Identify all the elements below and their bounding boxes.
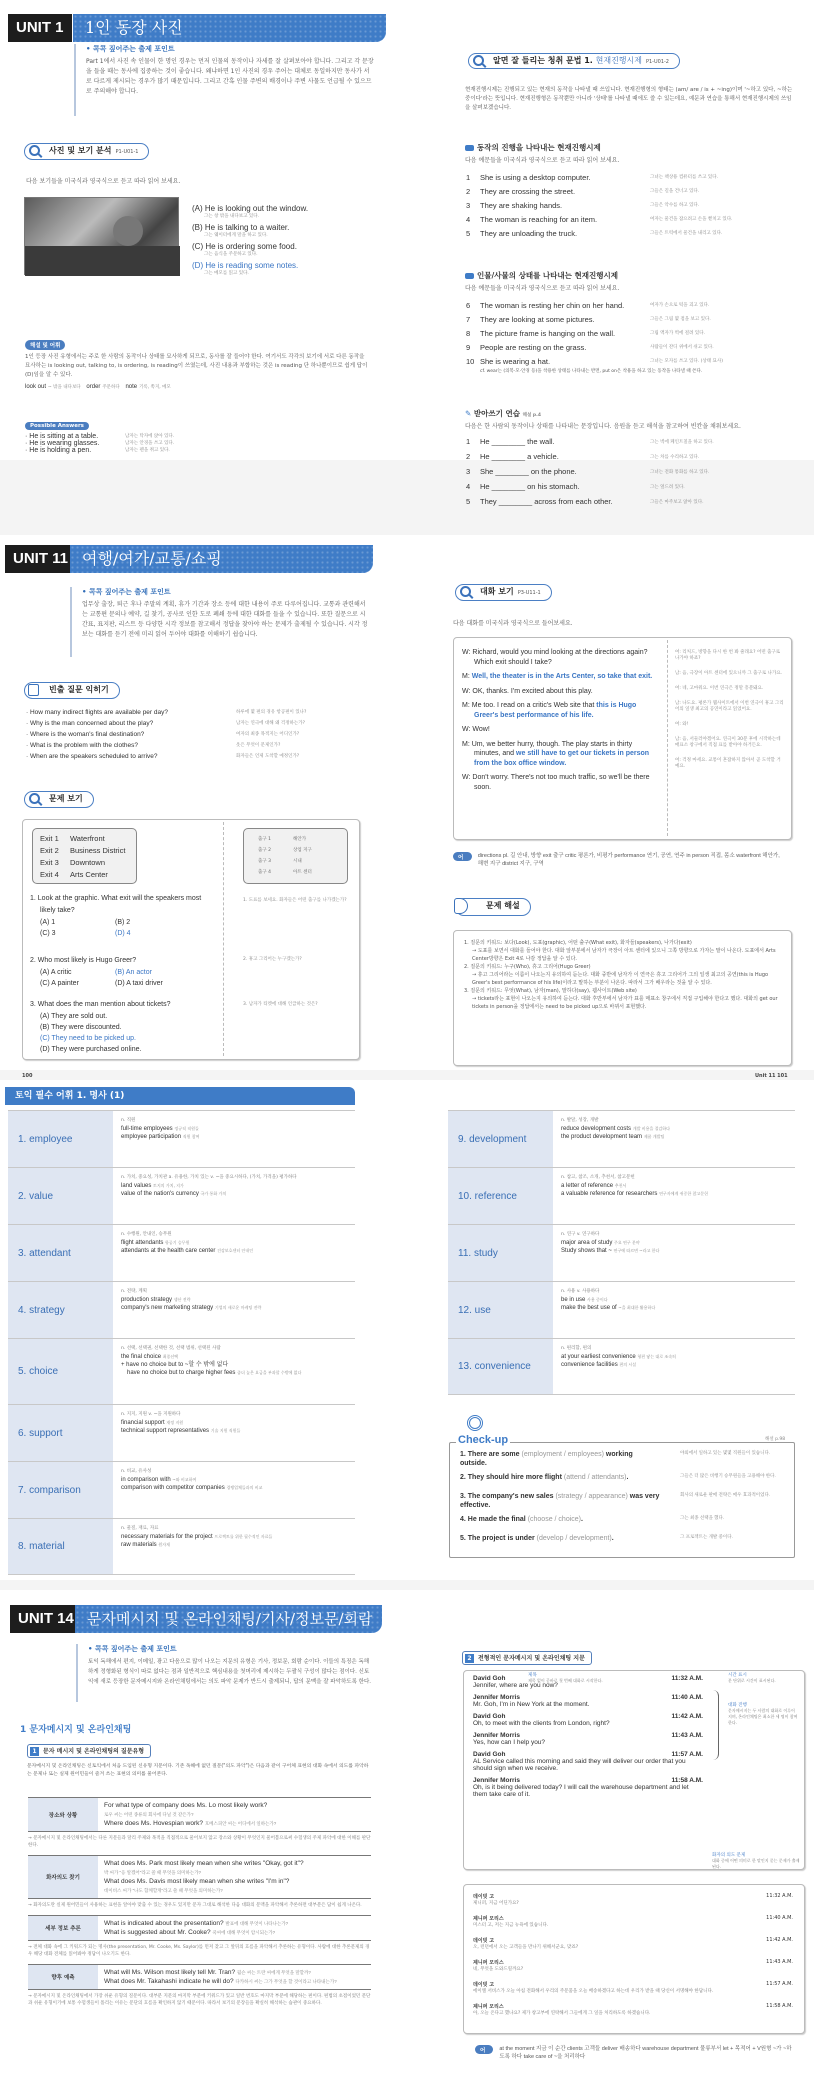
unit-label: UNIT 11: [5, 545, 76, 573]
magnifier-icon: [460, 586, 471, 597]
dialog-line-ko: 여: 걱정 마세요. 교통이 혼잡하지 않아서 곧 도착할 거예요.: [675, 758, 781, 769]
dialog-line: W: OK, thanks. I'm excited about this play.: [462, 687, 593, 695]
exit-row-ko: 출구 4 아트 센터: [258, 870, 312, 875]
chat-header: Jennifer Morris 11:43 A.M.: [473, 1732, 703, 1739]
instruction: 다음 예문들을 미국식과 영국식으로 듣고 따라 읽어 보세요.: [465, 157, 620, 164]
option-c: (C) He is ordering some food. 그는 음식을 주문하고 있다.: [192, 242, 297, 257]
question-row: · Why is the man concerned about the play? 남자는 연극에 대해 왜 걱정하는가?: [26, 720, 305, 727]
frequent-questions-list: [26, 709, 366, 764]
question-row: · Where is the woman's final destination? 여자의 최종 목적지는 어디인가?: [26, 731, 300, 738]
exam-point-heading: • 콕콕 짚어주는 출제 포인트: [82, 588, 171, 596]
option[interactable]: (C) A painter: [40, 980, 79, 987]
example-row: 5 They are unloading the truck. 그들은 트럭에서 물건을 내리고 있다.: [466, 228, 723, 238]
question-2-korean: 2. 휴고 그리어는 누구겠는가?: [243, 957, 302, 962]
example-row: 6 The woman is resting her chin on her hand. 여자가 손으로 턱을 괴고 있다.: [466, 300, 710, 310]
option[interactable]: (B) 2: [115, 919, 131, 926]
chat-ko-item: 데이빗 고 11:42 A.M. 오, 런던에서 오는 고객들을 만나기 위해서군요, 맞죠?: [473, 1937, 793, 1950]
chat-message: Jennifer, where are you now?: [473, 1682, 558, 1689]
example-row: 9 People are resting on the grass. 사람들이 잔디 위에서 쉬고 있다.: [466, 342, 714, 352]
question-type-row: 향후 예측 What will Ms. Wilson most likely tell Mr. Tran? 윌슨 씨는 트란 씨에게 무엇을 말할까? What does Mr. Takahashi indicate he will do? 다카하시 씨는 그가 무엇을 할 것이라고 나타내는가?: [28, 1964, 371, 1990]
dialog-line: W: Richard, would you mind looking at the directions again? Which exit should I take?: [462, 649, 648, 666]
checkup-item[interactable]: 2. They should hire more flight (attend / attendants). 그들은 더 많은 비행기 승무원들을 고용해야 한다.: [460, 1473, 776, 1481]
question-row: · What is the problem with the clothes? 옷은 무엇이 문제인가?: [26, 742, 281, 749]
section-dialog-view: 대화 보기 P3-U11-1: [455, 584, 552, 601]
vocab-row: 12. use n. 사용 v. 사용하다 be in use 사용 중이다 make the best use of ~을 최대한 활용하다: [448, 1281, 795, 1338]
audio-code[interactable]: P1-U01-2: [645, 59, 669, 65]
exam-point-heading: • 콕콕 짚어주는 출제 포인트: [86, 45, 175, 53]
exam-point-text: 토익 독해에서 편지, 이메일, 광고 다음으로 많이 나오는 지문의 유형은 기사, 정보문, 회람 순이다. 이들의 특징은 독해하게 정형화된 형식이 따로 없다는 점과 일반적으로 핵심내용을 첫머리에 제시하는 두괄식 구성이 많다는 점이다. 신토익에 새로 등장한 문자메시지와 온라인채팅에서는 의도 파악 문제가 반드시 출제되니, 답의 문맥을 잘 파악하도록 한다.: [88, 1659, 372, 1685]
chat-message: Mr. Goh, I'm in New York at the moment.: [473, 1701, 590, 1708]
magnifier-icon: [473, 55, 484, 66]
unit-label: UNIT 14: [10, 1605, 82, 1633]
divider: [667, 640, 668, 836]
example-row: 7 They are looking at some pictures. 그들은 그림 몇 점을 보고 있다.: [466, 314, 711, 324]
vocab-table-right: [448, 1110, 795, 1395]
grammar-title-accent: 현재진행시제: [595, 56, 642, 65]
vocab-row: 5. choice n. 선택, 선택권, 선택한 것, 선택 범위, 선택된 사람 the final choice 최종선택 + have no choice but to ~할 수 밖에 없다 have no choice but to charge higher fees 좀더 높은 요금을 부과할 수밖에 없다: [8, 1338, 355, 1404]
chat-ko-item: 데이빗 고 11:32 A.M. 제니퍼, 지금 어딘가요?: [473, 1893, 793, 1906]
checkup-item[interactable]: 5. The project is under (develop / development). 그 프로젝트는 개발 중이다.: [460, 1534, 733, 1542]
vocab-row: 3. attendant n. 수행원, 안내인, 승무원 flight attendants 항공기 승무원 attendants at the health care center 건강보호센터 안내인: [8, 1224, 355, 1281]
vocab-row: 8. material n. 물질, 재료, 자료 necessary materials for the project 프로젝트를 위한 필수적인 자료들 raw materials 원자재: [8, 1518, 355, 1575]
option[interactable]: (C) 3: [40, 930, 56, 937]
grammar-part2-heading: 인물/사물의 상태를 나타내는 현재진행시제: [465, 270, 618, 281]
explanation-tag: 해설 및 어휘: [25, 340, 65, 350]
question-type-note: → 전체 대화 속에 그 키워드가 되는 명사(the presentation, Mr. Cooke, Ms. Saylor)를 먼저 찾고 그 앞뒤의 흐름을 파악해서 추론하는 유형이다. 사람에 대한 추론문제의 경우 해당 대화 전체를 읽어봐야 정답이 나오기도 한다.: [28, 1945, 370, 1957]
vocab-tag: 어휘: [453, 852, 472, 861]
checkup-item[interactable]: 4. He made the final (choose / choice). 그는 최종 선택을 했다.: [460, 1515, 725, 1523]
instruction: 다음 예문들을 미국식과 영국식으로 듣고 따라 읽어 보세요.: [465, 285, 620, 292]
dictation-row[interactable]: 5 They ________ across from each other. 그들은 마주보고 앉아 있다.: [466, 497, 704, 506]
document-icon: [28, 684, 39, 696]
annotation-intent: 화자의 의도 문제 대화 중에 어떤 의미로 한 말인지 묻는 문제가 출제된다.: [712, 1853, 800, 1869]
subsection-intro: 문자메시지 및 온라인채팅은 신토익에서 처음 도입된 신유형 지문이다. 기존 독해에 없던 질문("의도 파악")은 다음과 같이 구어체 표현의 대화 속에서 의도를 파악하는 문제나 또는 실제 원어민들이 즐겨 쓰는 표현의 의미를 물어본다.: [27, 1764, 369, 1777]
explanation-box: [453, 930, 792, 1066]
dialog-korean: [675, 650, 785, 779]
question-options: [30, 917, 215, 939]
dialog-line-ko: 남: 음, 서둘러야겠어요. 연극이 30분 후에 시작하는데 매표소 창구에서 직접 표를 받아야 하거든요.: [675, 737, 781, 748]
question-text: 1. Look at the graphic. What exit will the speakers most likely take?: [30, 895, 202, 914]
exit-row: Exit 3 Downtown: [40, 858, 106, 867]
audio-code[interactable]: P3-U11-1: [517, 590, 541, 596]
speaker-icon: [454, 898, 468, 914]
magnifier-icon: [29, 145, 40, 156]
question-type-note: → 화자의도란 실제 원어민들이 사용하는 표현을 알아야 맞출 수 있는 경우도 있지만 문자 그대로 해석한 다음 대화의 문맥을 파악해서 추론하면 대부분은 답이 쉽게 나온다.: [28, 1903, 362, 1908]
explanation-text: 1. 질문의 키워드: 보다(Look), 도표(graphic), 어떤 출구(What exit), 화자들(speakers), 나가다(exit) → 도표를 보면서 대화를 들어야 한다. 대화 앞부분에서 남자가 극장이 아트 센터에 있으니 그쪽 방향으로 가자는 말이 나온다. 도표에서 Arts Center방향은 Exit 4로 나감 정답을 알 수 있다. 2. 질문의 키워드: 누구(Who), 휴고 그리어(Hugo Greer) → 휴고 그리어라는 이름이 나오는지 유의하여 듣는다. 대화 중반에 남자가 이 연극은 휴고 그리어가 그의 일생 최고의 공연(this is Hugo Greer's best performance of his life)이라고 말하는 부분이 나온다. 따라서 그가 배우라는 것을 알 수 있다. 3. 질문의 키워드: 무엇(What), 남자(man), 말하다(say), 웹사이트(Web site) → tickets라는 표현이 나오는지 유의하여 듣는다. 대화 후반부에서 남자가 표를 매표소 창구에서 직접 구입해야 한다고 했다. 대화의 get our tickets in person을 정답에서는 need to be picked up으로 바꿔서 표현했다.: [464, 940, 778, 1010]
chat-header: David Goh 11:32 A.M.: [473, 1675, 703, 1682]
possible-answer: · He is wearing glasses. 남자는 안경을 쓰고 있다.: [25, 440, 175, 447]
option[interactable]: (A) They are sold out.: [40, 1013, 108, 1020]
photo-person: [113, 216, 143, 246]
exit-row: Exit 4 Arts Center: [40, 870, 108, 879]
grammar-title: 알면 잘 들리는 청취 문법 1.: [493, 56, 593, 65]
section-title: 사진 및 보기 분석: [49, 146, 112, 155]
option-b: (B) He is talking to a waiter. 그는 웨이터에게 말을 하고 있다.: [192, 223, 290, 238]
chat-vocab: [475, 2045, 795, 2061]
question-1: [30, 893, 215, 939]
audio-code[interactable]: P1-U01-1: [115, 149, 139, 155]
example-row: 8 The picture frame is hanging on the wall. 그림 액자가 벽에 걸려 있다.: [466, 328, 705, 338]
dialog-line: W: Wow!: [462, 726, 490, 733]
section-photo-analysis: [24, 143, 149, 160]
example-row: 4 The woman is reaching for an item. 여자는 물건을 잡으려고 손을 뻗치고 있다.: [466, 214, 733, 224]
exit-row-ko: 출구 3 시내: [258, 859, 302, 864]
dialog-english: [462, 648, 660, 797]
exit-row-ko: 출구 2 상업 지구: [258, 848, 312, 853]
unit-title: 1인 동장 사진: [73, 14, 386, 42]
instruction: 다음 보기들을 미국식과 영국식으로 듣고 따라 읽어 보세요.: [26, 178, 181, 185]
chat-header: David Goh 11:57 A.M.: [473, 1751, 703, 1758]
question-options: [30, 1011, 215, 1055]
annotation-title: 제목 제목 없이 곧바로 첫 번째 대화로 시작한다.: [528, 1673, 603, 1683]
grammar-note: cf. wear는 (의복·모·안경 등)을 착용한 상태를 나타내는 반면, put on은 착용을 하고 있는 동작을 나타낼 때 쓴다.: [480, 369, 703, 374]
vocab-row: 13. convenience n. 편리함, 편의 at your earliest convenience 형편 닿는 대로 조속히 convenience facilities 편의 시설: [448, 1338, 795, 1395]
vocab-line: look out ~ 밖을 내다보다 order 주문하다 note 기록, 쪽지, 메모: [25, 384, 171, 390]
subsection-question-types: 1 문자 메시지 및 온라인채팅의 질문유형: [27, 1744, 151, 1758]
chat-ko-item: 제니퍼 모리스 11:43 A.M. 네, 무엇을 도와드릴까요?: [473, 1959, 793, 1972]
divider: [223, 822, 224, 1056]
checkup-list: [460, 1450, 790, 1549]
magnifier-icon: [29, 793, 40, 804]
photo-man-reading: [24, 197, 179, 275]
section-frequent-questions: 빈출 질문 익히기: [24, 682, 120, 699]
pencil-icon: ✎: [465, 409, 472, 418]
unit-title: 문자메시지 및 온라인채팅/기사/정보문/회람: [75, 1605, 382, 1633]
chat-header: David Goh 11:42 A.M.: [473, 1713, 703, 1720]
dialog-line-ko: 여: 와!: [675, 722, 689, 727]
annotation-bracket: [713, 1690, 719, 1760]
speech-bubble-icon: [465, 273, 474, 279]
grammar-part1-heading: 동작의 진행을 나타내는 현재진행시제: [465, 142, 601, 153]
dictation-heading: ✎ 받아쓰기 연습 해설 p.4: [465, 409, 541, 418]
question-type-row: 화자의도 찾기 What does Ms. Park most likely mean when she writes "Okay, got it"? 박 씨가 "응 알겠어"라고 쓸 때 무엇을 의미하는가? What does Ms. Davis most likely mean when she writes "I'm in"? 데이비스 씨가 "나도 함께할게"라고 쓸 때 무엇을 의미하는가?: [28, 1855, 371, 1899]
dialog-line-ko: 남: 나도요. 평론가 웹사이트에서 이번 연극이 휴고 그리어의 일생 최고의 공연이라고 읽었어요.: [675, 701, 784, 712]
dialog-vocab: [453, 852, 783, 868]
chat-header: Jennifer Morris 11:40 A.M.: [473, 1694, 703, 1701]
dialog-line-ko: 여: 리처드, 방향을 다시 한 번 봐 줄래요? 어떤 출구로 나가야 하죠?: [675, 650, 781, 661]
option-correct[interactable]: (B) An actor: [115, 969, 152, 976]
exam-point-text: 업무상 출장, 퇴근 후나 주말의 계획, 휴가 기간과 장소 등에 대한 내용이 주로 다루어집니다. 교통과 관련해서는 교통편 문의나 예약, 길 찾기, 공사로 인한 도로 폐쇄 등에 대한 대화를 들을 수 있습니다. 또한 질문으로 시간표, 표지판, 리스트 등 다양한 시각 정보를 참고해서 정답을 찾아야 하는 문제가 출제될 수 있습니다. 시각 정보는 대화를 듣기 전에 미리 읽어 두어야 대화를 이해하기 쉽습니다.: [82, 601, 368, 638]
question-3: [30, 999, 215, 1055]
checkup-item[interactable]: 1. There are some (employment / employees) working outside. 야외에서 일하고 있는 몇몇 직원들이 있습니다.: [460, 1450, 771, 1467]
question-type-note: → 문자메시지 및 온라인채팅에서는 다른 지문들과 달리 주제와 목적을 직접적으로 물어보지 않고 장소와 상황이 무엇인지 물어봄으로써 수험생의 주제 파악에 대한 이해를 판단한다.: [28, 1836, 371, 1848]
page-number-left: 100: [22, 1073, 33, 1079]
question-text: 2. Who most likely is Hugo Greer?: [30, 957, 137, 964]
question-options: [30, 967, 215, 989]
chat-transcript: [473, 1675, 713, 1803]
dialog-line: W: Don't worry. There's not too much traffic, so we'll be there soon.: [462, 774, 650, 791]
vocab-tag: 어휘: [475, 2045, 493, 2054]
vocab-row: 2. value n. 가치, 중요성, 가치관 a. 유용한, 가치 있는 v. ~을 중요시하다, (가치, 가격을) 평가하다 land values 토지의 가치, 지가 value of the nation's currency 국가 통화 가치: [8, 1167, 355, 1224]
explanation-block: [25, 340, 370, 390]
option-a: (A) He is looking out the window. 그는 창 밖을 내다보고 있다.: [192, 204, 309, 219]
grammar-intro: 현재진행시제는 진행되고 있는 현재의 동작을 나타낼 때 쓰입니다. 현재진행형의 형태는 (am/ are / is + ~ing)이며 '~하고 있다, ~하는 중이다'라는 뜻입니다. 현재진행형은 동작뿐만 아니라 '상태'를 나타낼 때에도 쓸 수 있는데요, 예문과 연습을 통해서 현재진행시제의 쓰임을 살펴보겠습니다.: [465, 87, 793, 111]
chat-translation: [473, 1893, 793, 2025]
checkup-item[interactable]: 3. The company's new sales (strategy / appearance) was very effective. 회사의 새로운 판매 전략은 매우 효과적이었다.: [460, 1492, 771, 1509]
vocab-text: directions pl. 길 안내, 방향 exit 출구 critic 평론가, 비평가 performance 연기, 공연, 연주 in person 직접, 몸소 waterfront 해안가, 해변 지구 district 지구, 구역: [477, 853, 780, 867]
question-3-korean: 3. 남자가 티켓에 대해 언급하는 것은?: [243, 1002, 318, 1007]
section-grammar: [468, 53, 680, 69]
vocab-header: 토익 필수 어휘 1. 명사 (1): [5, 1087, 355, 1105]
question-2: [30, 955, 215, 989]
dictation-row[interactable]: 2 He ________ a vehicle. 그는 차를 수리하고 있다.: [466, 452, 700, 461]
possible-answer: · He is sitting at a table. 남자는 탁자에 앉아 있다.: [25, 433, 175, 440]
instruction: 다음은 한 사람의 동작이나 상태를 나타내는 문장입니다. 음원을 듣고 해석을 참고하여 빈칸을 채워보세요.: [465, 423, 741, 430]
vocab-row: 1. employee n. 직원 full-time employees 정규직 직원들 employee participation 직원 참여: [8, 1110, 355, 1167]
possible-answers: [25, 421, 225, 454]
example-row: 3 They are shaking hands. 그들은 악수를 하고 있다.: [466, 200, 700, 210]
unit-label: UNIT 1: [8, 14, 72, 42]
option-correct[interactable]: (C) They need to be picked up.: [40, 1035, 136, 1042]
question-text: 3. What does the man mention about tickets?: [30, 1001, 171, 1008]
exit-sign-graphic: [32, 828, 137, 884]
dialog-line-ko: 남: 음, 극장이 아트 센터에 있으니까 그 출구로 나가요.: [675, 671, 783, 676]
chat-message: Yes, how can I help you?: [473, 1739, 546, 1746]
page-number-right: Unit 11 101: [755, 1073, 788, 1079]
exam-point-block: [74, 44, 374, 116]
chat-ko-item: 제니퍼 모리스 11:40 A.M. 미스터 고, 저는 지금 뉴욕에 있습니다.: [473, 1915, 793, 1928]
chat-message: Oh, to meet with the clients from London, right?: [473, 1720, 610, 1727]
option-d-correct: (D) He is reading some notes. 그는 메모를 읽고 있다.: [192, 261, 299, 276]
dictation-row[interactable]: 3 She ________ on the phone. 그녀는 전화 통화를 하고 있다.: [466, 467, 710, 476]
dialog-line: M: Me too. I read on a critic's Web site that this is Hugo Greer's best performance of his life.: [462, 702, 637, 719]
chat-header: Jennifer Morris 11:58 A.M.: [473, 1777, 703, 1784]
question-row: · How many indirect flights are available per day? 하루에 몇 편의 경유 항공편이 있나?: [26, 709, 307, 716]
chat-ko-item: 데이빗 고 11:57 A.M. 에이엘 서비스가 오늘 아침 전화해서 우리의 주문품을 오늘 배송하겠다고 하는데 우리가 받을 때 당신이 서명해야 한답니다.: [473, 1981, 793, 1994]
grammar-part2-list: [466, 298, 786, 374]
dialog-line-ko: 여: 네, 고마워요. 이번 연극은 정말 흥분돼요.: [675, 686, 764, 691]
example-row: 10 She is wearing a hat. 그녀는 모자를 쓰고 있다. (상태 묘사): [466, 356, 723, 366]
exam-point-block: [76, 1644, 374, 1702]
example-row: 1 She is using a desktop computer. 그녀는 책상용 컴퓨터를 쓰고 있다.: [466, 172, 719, 182]
exam-point-text: Part 1에서 사진 속 인물이 한 명인 경우는 먼저 인물의 동작이나 자세를 잘 살펴보아야 합니다. 그리고 각 문장을 들을 때는 동사에 집중하는 것이 좋습니다. 왜냐하면 1인 사진의 경우 주어는 대체로 동일하지만 동사가 서로 다르게 제시되는 경우가 많기 때문입니다. 그리고 간혹 인물 주변의 배경이나 주변 사물도 언급될 수 있으므로 주의해야 합니다.: [86, 58, 374, 95]
question-1-korean: 1. 도표를 보세요. 화자들은 어떤 출구를 나가겠는가?: [243, 898, 347, 903]
grammar-part1-list: [466, 170, 786, 240]
vocab-row: 4. strategy n. 전략, 계획 production strategy 생산 전략 company's new marketing strategy 기업의 새로운 마케팅 전략: [8, 1281, 355, 1338]
dictation-row[interactable]: 1 He ________ the wall. 그는 벽에 페인트칠을 하고 있다.: [466, 437, 714, 446]
checkup-answer-ref: 해설 p.98: [765, 1437, 786, 1442]
annotation-time: 시간 표시 분 단위로 시간이 표시된다.: [728, 1673, 776, 1683]
speech-bubble-icon: [465, 145, 474, 151]
chat-ko-item: 제니퍼 모리스 11:58 A.M. 아, 오늘 온다고 했나요? 제가 창고부에 연락해서 그들에게 그 일을 처리하도록 하겠습니다.: [473, 2003, 793, 2016]
section-problem-view: 문제 보기: [24, 791, 94, 808]
question-type-note: → 문자메시지 및 온라인채팅에서 가장 쉬운 유형의 질문이다. 대부분 지문의 마지막 부분에 키워드가 있고 일반 번호도 마지막 부분에 해당하는 편이다. 편법의 초점이었던 문단과 쉬운 유형이기에 보통 수험생들이 틀리는 이유는 문단의 흐름을 확인하지 않기 때문이다. 따라서 보기의 문장들을 확실히 해석하는 습관이 중요하다.: [28, 1994, 371, 2006]
question-type-row: 세부 정보 추론 What is indicated about the presentation? 발표에 대해 무엇이 나타나는가? What is suggested about Mr. Cooke? 쿡씨에 대해 무엇이 암시되는가?: [28, 1915, 371, 1941]
chat-message: Oh, is it being delivered today? I will call the warehouse department and let them take care of it.: [473, 1784, 689, 1798]
subsection-typical-chat: 2 전형적인 문자메시지 및 온라인채팅 지문: [462, 1651, 592, 1665]
section-heading: 1 문자메시지 및 온라인채팅: [20, 1725, 132, 1735]
vocab-row: 11. study n. 연구 v. 연구하다 major area of study 주요 연구 분야 Study shows that ~ 연구에 따르면 ~라고 한다: [448, 1224, 795, 1281]
vocab-row: 9. development n. 발달, 성장, 개발 reduce development costs 개발 비용을 절감하다 the product development team 제품 개발팀: [448, 1110, 795, 1167]
question-row: · When are the speakers scheduled to arrive? 화자들은 언제 도착할 예정인가?: [26, 753, 300, 760]
option[interactable]: (A) A critic: [40, 969, 72, 976]
option-correct[interactable]: (D) 4: [115, 930, 131, 937]
exit-row: Exit 2 Business District: [40, 846, 126, 855]
photo-table: [25, 246, 180, 276]
dictation-row[interactable]: 4 He ________ on his stomach. 그는 엎드려 있다.: [466, 482, 685, 491]
vocab-row: 10. reference n. 참고, 참조, 소개, 추천서, 참고문헌 a letter of reference 추천서 a valuable reference for researchers 연구자에게 귀중한 참고문헌: [448, 1167, 795, 1224]
section-problem-explanation: 문제 해설: [455, 898, 531, 916]
possible-answer: · He is holding a pen. 남자는 펜을 쥐고 있다.: [25, 447, 170, 454]
vocab-text: at the moment 지금 이 순간 clients 고객들 deliver 배송하다 warehouse department 물류부서 let + 목적어 + V원형 ~가 ~하도록 하다 take care of ~을 처리하다: [499, 2046, 792, 2060]
vocab-table-left: [8, 1110, 355, 1575]
dialog-line: M: Well, the theater is in the Arts Center, so take that exit.: [462, 673, 653, 680]
example-row: 2 They are crossing the street. 그들은 길을 건너고 있다.: [466, 186, 700, 196]
possible-answers-tag: Possible Answers: [25, 422, 89, 430]
question-type-row: 장소와 상황 For what type of company does Ms. Lo most likely work? 로우 씨는 어떤 종류의 회사에 다닐 것 같은가? Where does Ms. Hovespian work? 호베스피안 씨는 어디에서 일하는가?: [28, 1797, 371, 1832]
target-icon: [467, 1415, 483, 1431]
exam-point-heading: • 콕콕 짚어주는 출제 포인트: [88, 1645, 177, 1653]
dictation-list: [466, 434, 786, 509]
exit-sign-graphic-korean: [243, 828, 348, 884]
chat-message: AL Service called this morning and said they will deliver our order that you should sign when we receive.: [473, 1758, 686, 1772]
unit-title: 여행/여가/교통/쇼핑: [70, 545, 373, 573]
question-type-table: [28, 1797, 371, 2013]
option[interactable]: (B) They were discounted.: [40, 1024, 122, 1031]
annotation-progress: 대화 진행 문자메시지는 두 사람의 대화로 이루어지며, 온라인채팅은 최소한 세 명이 참여한다.: [728, 1703, 798, 1725]
exit-row-ko: 출구 1 해안가: [258, 837, 307, 842]
dialog-line: M: Um, we better hurry, though. The play starts in thirty minutes, and we still have to get our tickets in person from the box office window.: [462, 740, 650, 767]
checkup-title: Check-up: [458, 1434, 509, 1446]
option[interactable]: (D) They were purchased online.: [40, 1046, 142, 1053]
instruction: 다음 대화를 미국식과 영국식으로 들어보세요.: [453, 620, 573, 627]
option[interactable]: (D) A taxi driver: [115, 980, 163, 987]
exit-row: Exit 1 Waterfront: [40, 834, 105, 843]
vocab-row: 6. support n. 지지, 지원 v. ~을 지원하다 financial support 재정 지원 technical support representatives 기술 지원 직원들: [8, 1404, 355, 1461]
exam-point-block: [70, 587, 370, 657]
option[interactable]: (A) 1: [40, 919, 56, 926]
answer-options: [192, 204, 382, 276]
explanation-text: 1인 등장 사진 유형에서는 주로 한 사람의 동작이나 상태를 묘사하게 되므로, 동사를 잘 들어야 한다. 여기서도 각각의 보기에 서로 다른 동작을 묘사하는 is looking out, talking to, is ordering, is reading이 쓰였는데, 사진 내용과 부합하는 것은 is reading 단 하나뿐이므로 쉽게 답이 (D)임을 알 수 있다.: [25, 354, 368, 378]
vocab-row: 7. comparison n. 비교, 유사성 in comparison with ~와 비교하여 comparison with competitor companies 경쟁업체들과의 비교: [8, 1461, 355, 1518]
